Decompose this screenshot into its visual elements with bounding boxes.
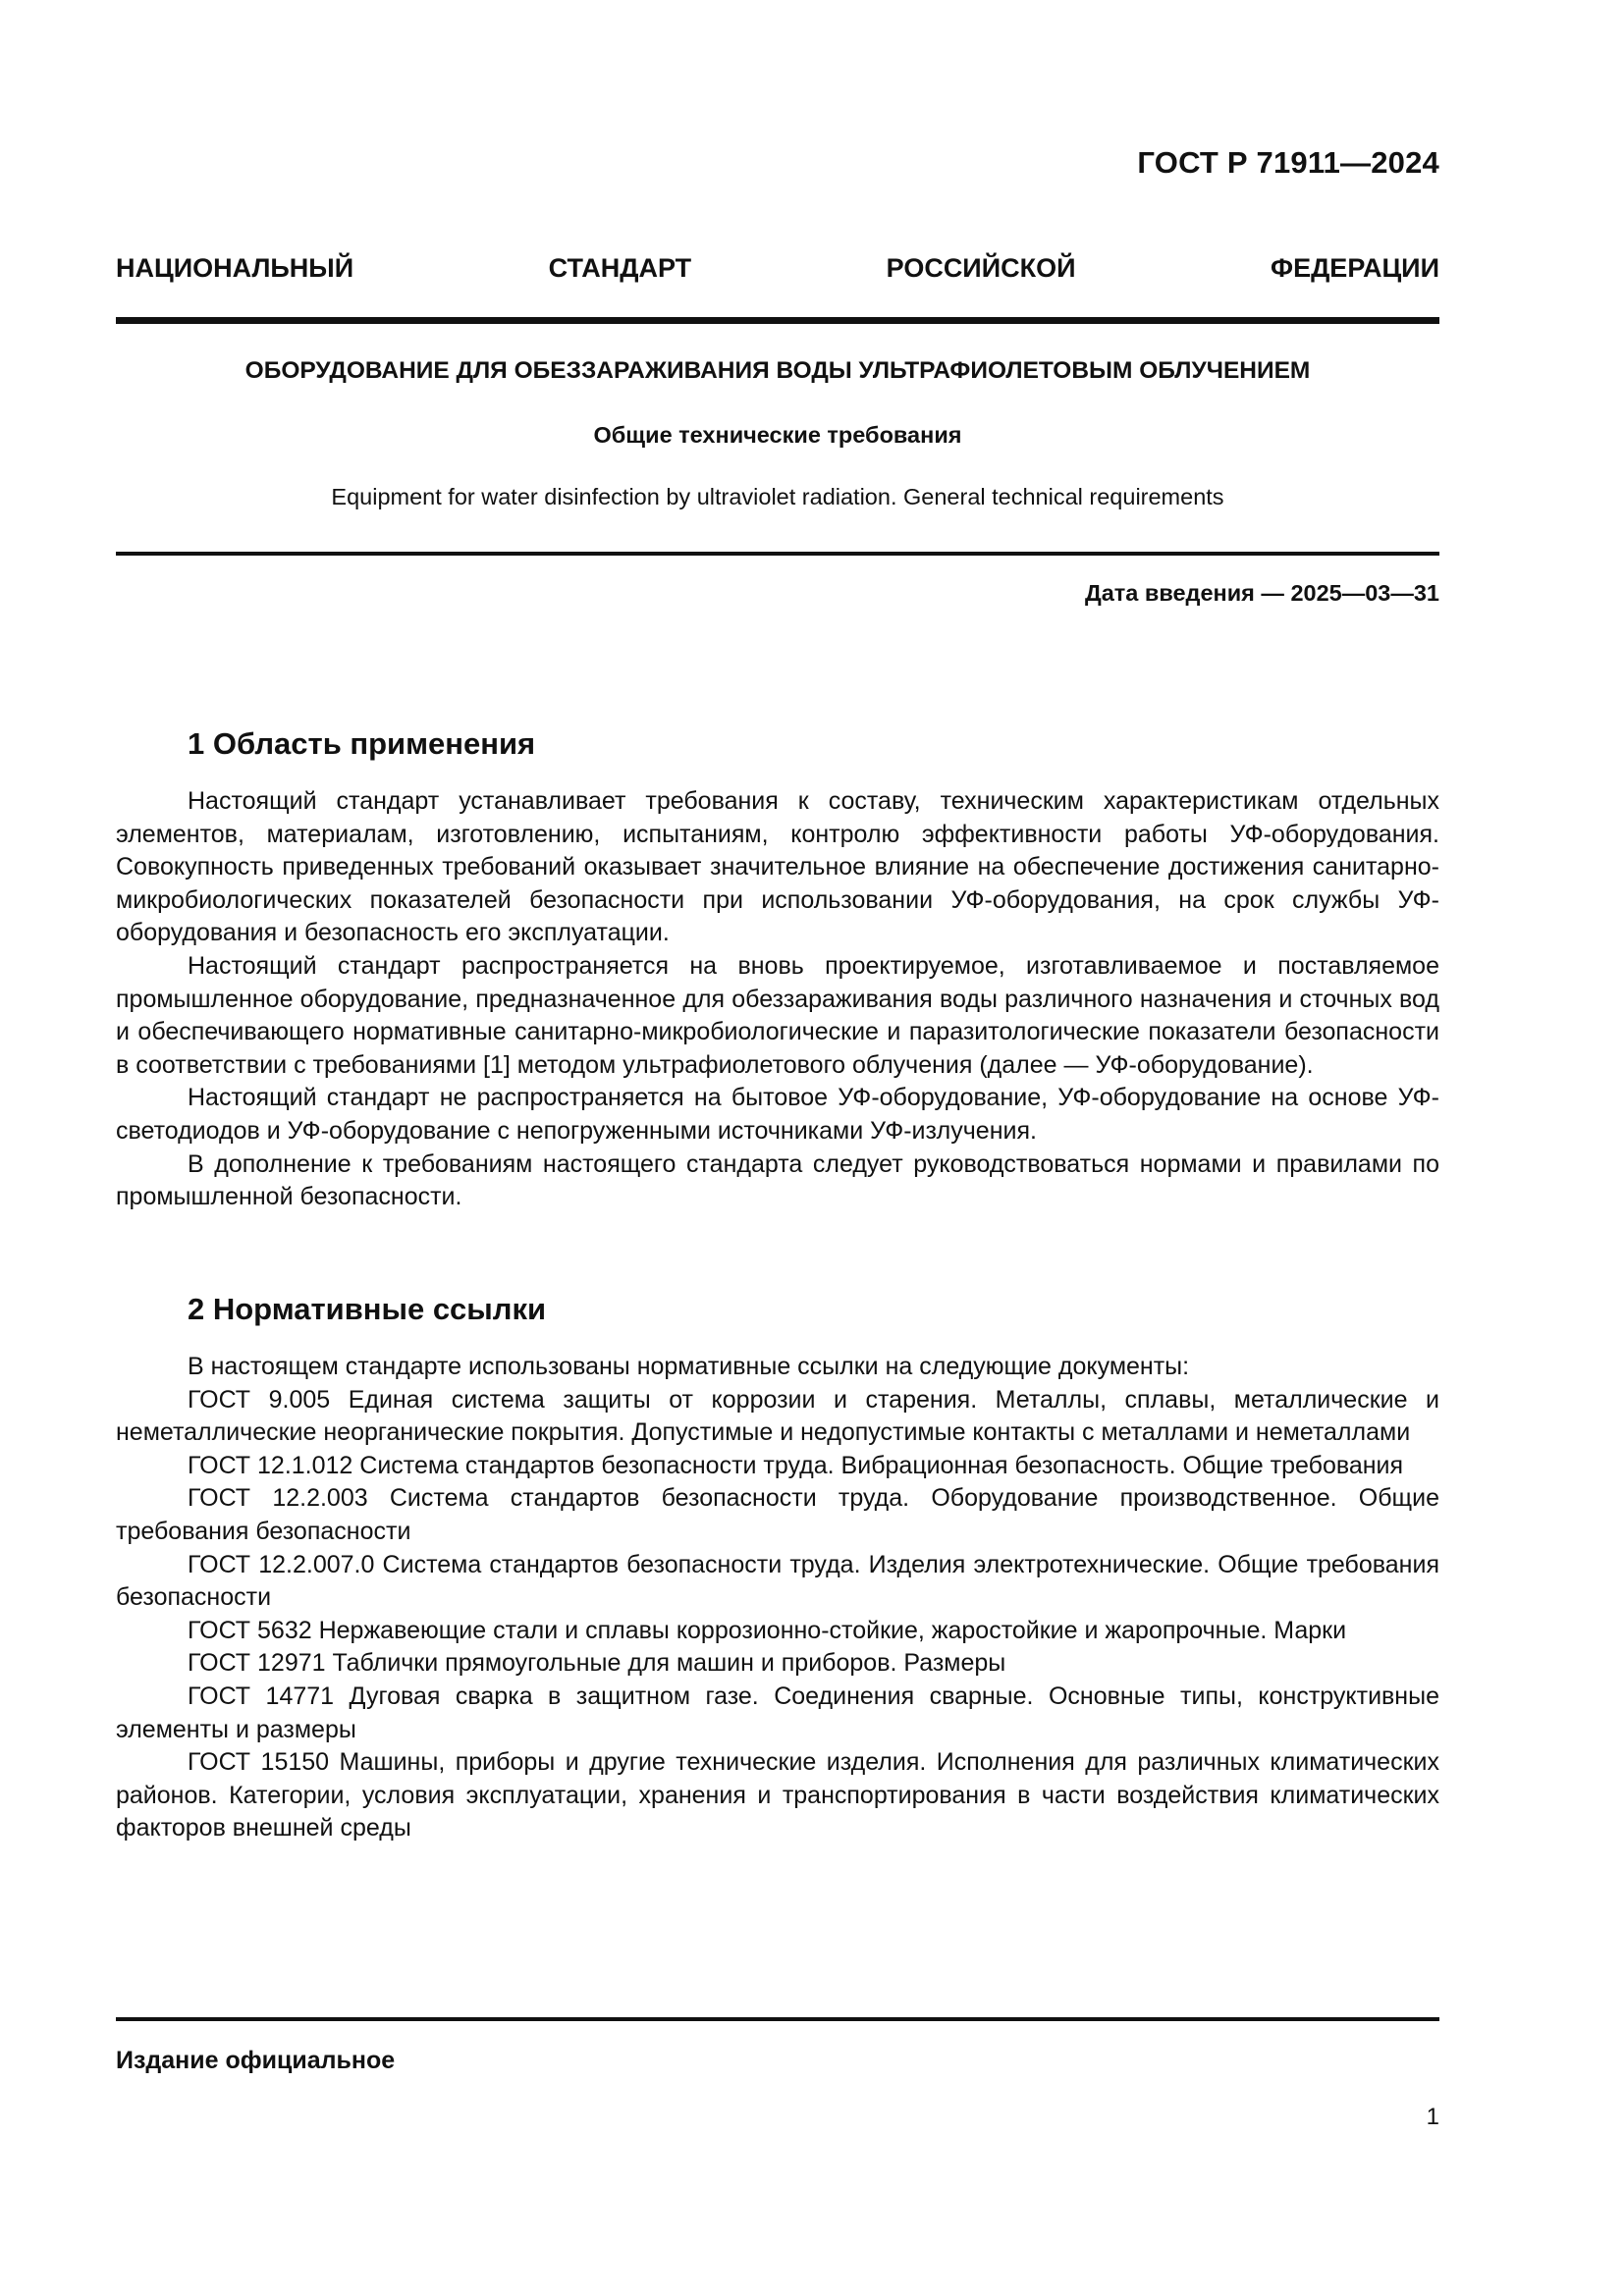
reference-item: ГОСТ 12.2.007.0 Система стандартов безопасности труда. Изделия электротехнические. Общие требования безопасности: [116, 1550, 1439, 1612]
standard-number: ГОСТ Р 71911—2024: [1137, 145, 1439, 180]
document-subtitle: Общие технические требования: [593, 422, 962, 448]
section-references-body: [116, 1351, 1439, 1845]
title-rule: [116, 552, 1439, 556]
national-standard-banner: НАЦИОНАЛЬНЫЙ СТАНДАРТ РОССИЙСКОЙ ФЕДЕРАЦИИ: [116, 253, 1439, 283]
reference-item: ГОСТ 12.1.012 Система стандартов безопасности труда. Вибрационная безопасность. Общие требования: [188, 1451, 1404, 1479]
paragraph: Настоящий стандарт устанавливает требования к составу, техническим характеристикам отдельных элементов, материалам, изготовлению, испытаниям, контролю эффективности работы УФ-оборудования. Совокупность приведенных требований оказывает значительное влияние на обеспечение достижения санитарно-микробиологических показателей безопасности при использовании УФ-оборудования, на срок службы УФ-оборудования и безопасность его эксплуатации.: [116, 787, 1439, 947]
page-number: 1: [1426, 2104, 1439, 2130]
references-intro: В настоящем стандарте использованы нормативные ссылки на следующие документы:: [188, 1353, 1190, 1380]
document-title: ОБОРУДОВАНИЕ ДЛЯ ОБЕЗЗАРАЖИВАНИЯ ВОДЫ УЛЬТРАФИОЛЕТОВЫМ ОБЛУЧЕНИЕМ: [244, 357, 1311, 384]
introduction-date: Дата введения — 2025—03—31: [1084, 580, 1439, 606]
section-scope-body: [116, 785, 1439, 1214]
reference-item: ГОСТ 12.2.003 Система стандартов безопасности труда. Оборудование производственное. Общие требования безопасности: [116, 1484, 1439, 1545]
paragraph: Настоящий стандарт распространяется на вновь проектируемое, изготавливаемое и поставляемое промышленное оборудование, предназначенное для обеззараживания воды различного назначения и сточных вод и обеспечивающего нормативные санитарно-микробиологические и паразитологические показатели безопасности в соответствии с требованиями [1] методом ультрафиолетового облучения (далее — УФ-оборудование).: [116, 951, 1439, 1079]
paragraph: В дополнение к требованиям настоящего стандарта следует руководствоваться нормами и правилами по промышленной безопасности.: [116, 1149, 1439, 1211]
official-edition-label: Издание официальное: [116, 2047, 396, 2074]
reference-item: ГОСТ 14771 Дуговая сварка в защитном газе. Соединения сварные. Основные типы, конструктивные элементы и размеры: [116, 1682, 1439, 1743]
reference-item: ГОСТ 5632 Нержавеющие стали и сплавы коррозионно-стойкие, жаростойкие и жаропрочные. Марки: [188, 1616, 1347, 1644]
english-title: Equipment for water disinfection by ultraviolet radiation. General technical requirements: [331, 484, 1224, 509]
footer-rule: [116, 2017, 1439, 2021]
reference-item: ГОСТ 9.005 Единая система защиты от коррозии и старения. Металлы, сплавы, металлические и неметаллические неорганические покрытия. Допустимые и недопустимые контакты с металлами и неметаллами: [116, 1385, 1439, 1447]
header-rule: [116, 317, 1439, 324]
section-heading-scope: 1 Область применения: [188, 726, 536, 761]
reference-item: ГОСТ 12971 Таблички прямоугольные для машин и приборов. Размеры: [188, 1649, 1006, 1678]
paragraph: Настоящий стандарт не распространяется на бытовое УФ-оборудование, УФ-оборудование на основе УФ-светодиодов и УФ-оборудование с непогруженными источниками УФ-излучения.: [116, 1084, 1439, 1145]
section-heading-normative-references: 2 Нормативные ссылки: [188, 1292, 547, 1326]
reference-item: ГОСТ 15150 Машины, приборы и другие технические изделия. Исполнения для различных климатических районов. Категории, условия эксплуатации, хранения и транспортирования в части воздействия климатических факторов внешней среды: [116, 1748, 1439, 1842]
